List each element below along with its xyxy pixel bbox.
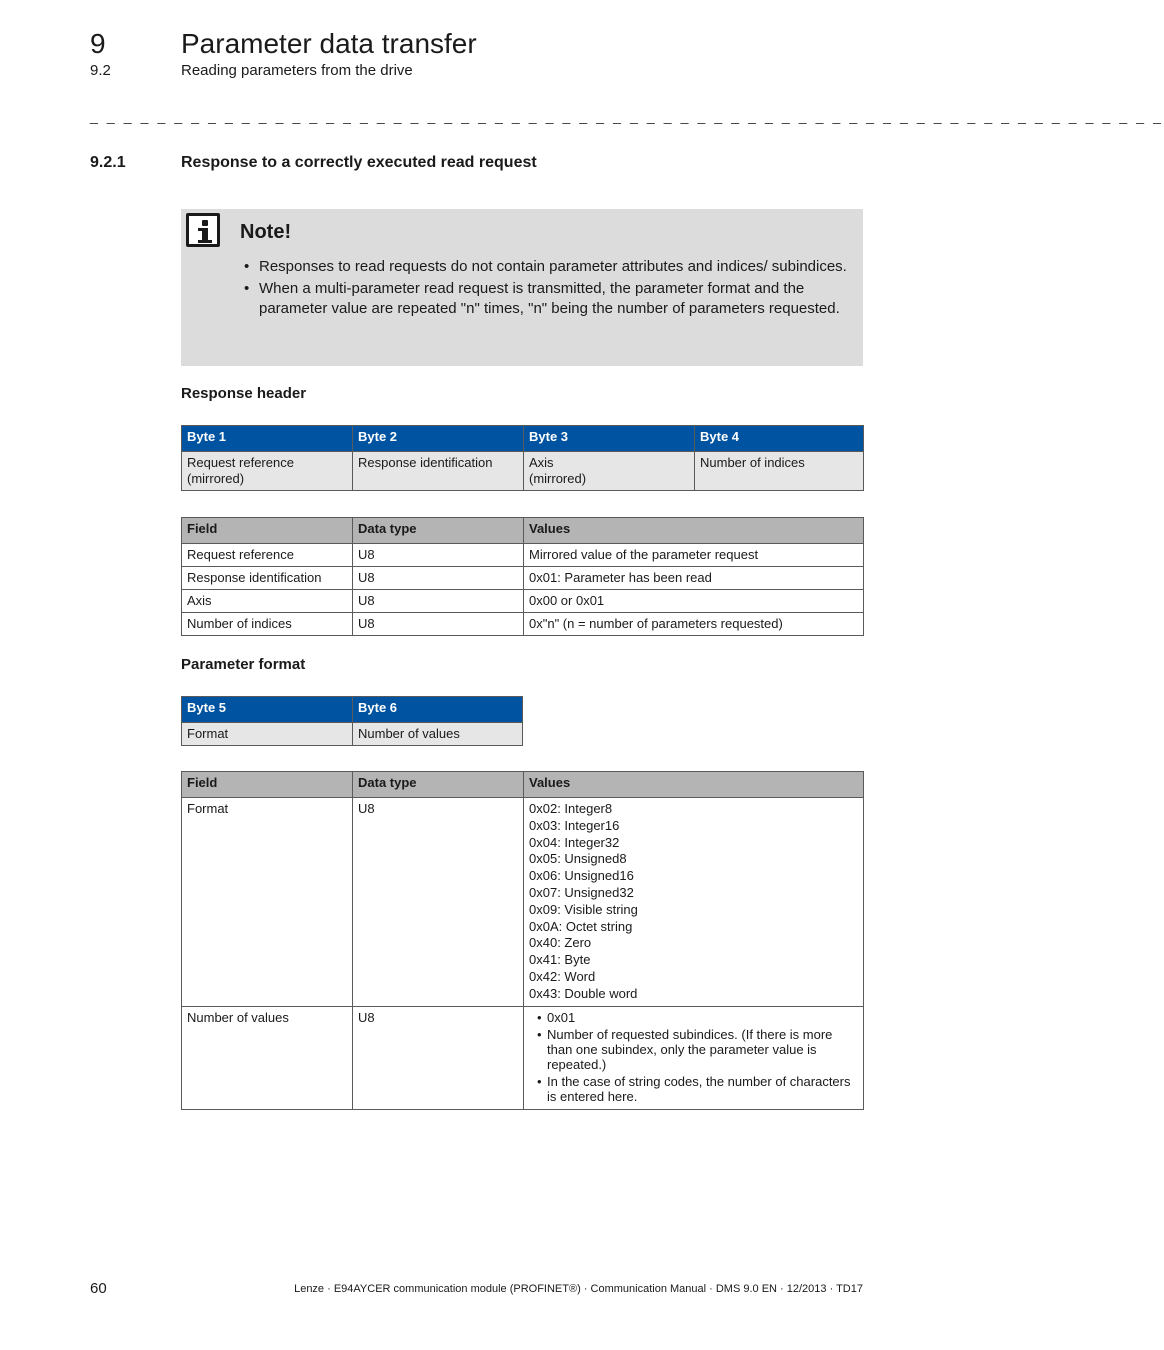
note-item: • When a multi-parameter read request is transmitted, the parameter format and the parameter value are repeated "n" times, "n" being the number of parameters requested. <box>244 279 849 319</box>
subsection-number: 9.2.1 <box>90 154 126 171</box>
table-cell: Response identification <box>182 567 353 590</box>
table-cell: 0x"n" (n = number of parameters requested) <box>524 613 864 636</box>
chapter-title: Parameter data transfer <box>181 28 477 59</box>
table-header-cell: Byte 4 <box>695 426 864 452</box>
format-value: 0x40: Zero <box>529 935 592 951</box>
count-values-list <box>529 1010 858 1104</box>
table-cell: Request reference (mirrored) <box>182 452 353 491</box>
table-cell: Mirrored value of the parameter request <box>524 544 864 567</box>
format-value: 0x02: Integer8 <box>529 801 613 816</box>
table-header-cell: Data type <box>353 772 524 798</box>
info-icon <box>186 213 220 247</box>
table-header-cell: Byte 2 <box>353 426 524 452</box>
table-cell: U8 <box>353 590 524 613</box>
chapter-number: 9 <box>90 28 106 59</box>
list-item: • Number of requested subindices. (If there is more than one subindex, only the parameter value is repeated.) <box>547 1027 858 1072</box>
table-cell: U8 <box>353 613 524 636</box>
table-header-cell: Values <box>524 772 864 798</box>
table-cell: Format <box>182 723 353 746</box>
table-cell: Request reference <box>182 544 353 567</box>
parameter-format-bytes-table <box>181 696 523 746</box>
parameter-format-fields-table <box>181 771 864 1110</box>
table-header-cell: Values <box>524 518 864 544</box>
table-cell: Number of values <box>182 1006 353 1109</box>
format-value: 0x0A: Octet string <box>529 918 633 934</box>
subsection-title: Response to a correctly executed read request <box>181 154 537 171</box>
format-value: 0x41: Byte <box>529 952 591 968</box>
table-cell: U8 <box>353 544 524 567</box>
table-row <box>182 590 864 613</box>
format-value: 0x04: Integer32 <box>529 834 620 850</box>
table-header-cell: Data type <box>353 518 524 544</box>
response-header-bytes-table <box>181 425 864 491</box>
table-cell: U8 <box>353 798 524 1007</box>
table-header-cell: Byte 5 <box>182 697 353 723</box>
table-row <box>182 544 864 567</box>
table-row <box>182 1006 864 1109</box>
table-row <box>182 798 864 1007</box>
footer-text: Lenze · E94AYCER communication module (PROFINET®) · Communication Manual · DMS 9.0 EN · 12/2013 · TD17 <box>294 1283 863 1295</box>
response-header-heading: Response header <box>181 385 307 402</box>
note-title: Note! <box>240 221 292 243</box>
table-cell: Format <box>182 798 353 1007</box>
table-header-cell: Field <box>182 772 353 798</box>
section-number: 9.2 <box>90 62 111 79</box>
table-header-cell: Field <box>182 518 353 544</box>
format-values-cell <box>524 798 864 1007</box>
table-row <box>182 613 864 636</box>
note-item: • Responses to read requests do not contain parameter attributes and indices/ subindices. <box>244 257 849 277</box>
table-cell: Axis (mirrored) <box>524 452 695 491</box>
table-cell: Response identification <box>353 452 524 491</box>
note-list <box>244 257 849 321</box>
count-values-cell <box>524 1006 864 1109</box>
format-value: 0x07: Unsigned32 <box>529 884 634 900</box>
table-cell: U8 <box>353 567 524 590</box>
page-number: 60 <box>90 1280 107 1297</box>
table-header-cell: Byte 3 <box>524 426 695 452</box>
table-row <box>182 567 864 590</box>
table-header-cell: Byte 1 <box>182 426 353 452</box>
format-value: 0x06: Unsigned16 <box>529 868 634 884</box>
table-cell: 0x01: Parameter has been read <box>524 567 864 590</box>
response-header-fields-table <box>181 517 864 636</box>
table-cell: Number of indices <box>695 452 864 491</box>
format-value: 0x42: Word <box>529 968 596 984</box>
format-value: 0x43: Double word <box>529 985 638 1001</box>
table-cell: U8 <box>353 1006 524 1109</box>
parameter-format-heading: Parameter format <box>181 656 306 673</box>
table-cell: 0x00 or 0x01 <box>524 590 864 613</box>
table-cell: Number of indices <box>182 613 353 636</box>
section-title: Reading parameters from the drive <box>181 62 413 79</box>
list-item: • In the case of string codes, the number of characters is entered here. <box>547 1074 858 1104</box>
table-cell: Axis <box>182 590 353 613</box>
table-header-cell: Byte 6 <box>353 697 523 723</box>
format-value: 0x09: Visible string <box>529 901 638 917</box>
list-item: • 0x01 <box>547 1010 858 1025</box>
table-cell: Number of values <box>353 723 523 746</box>
format-value: 0x05: Unsigned8 <box>529 851 627 867</box>
format-value: 0x03: Integer16 <box>529 817 620 833</box>
header-separator: _ _ _ _ _ _ _ _ _ _ _ _ _ _ _ _ _ _ _ _ _ _ _ _ _ _ _ _ _ _ _ _ _ _ _ _ _ _ _ _ _ _ _ _ _ _ _ _ _ _ _ _ _ _ _ _ _ _ _ _ _ _ _ _ <box>90 108 1164 124</box>
